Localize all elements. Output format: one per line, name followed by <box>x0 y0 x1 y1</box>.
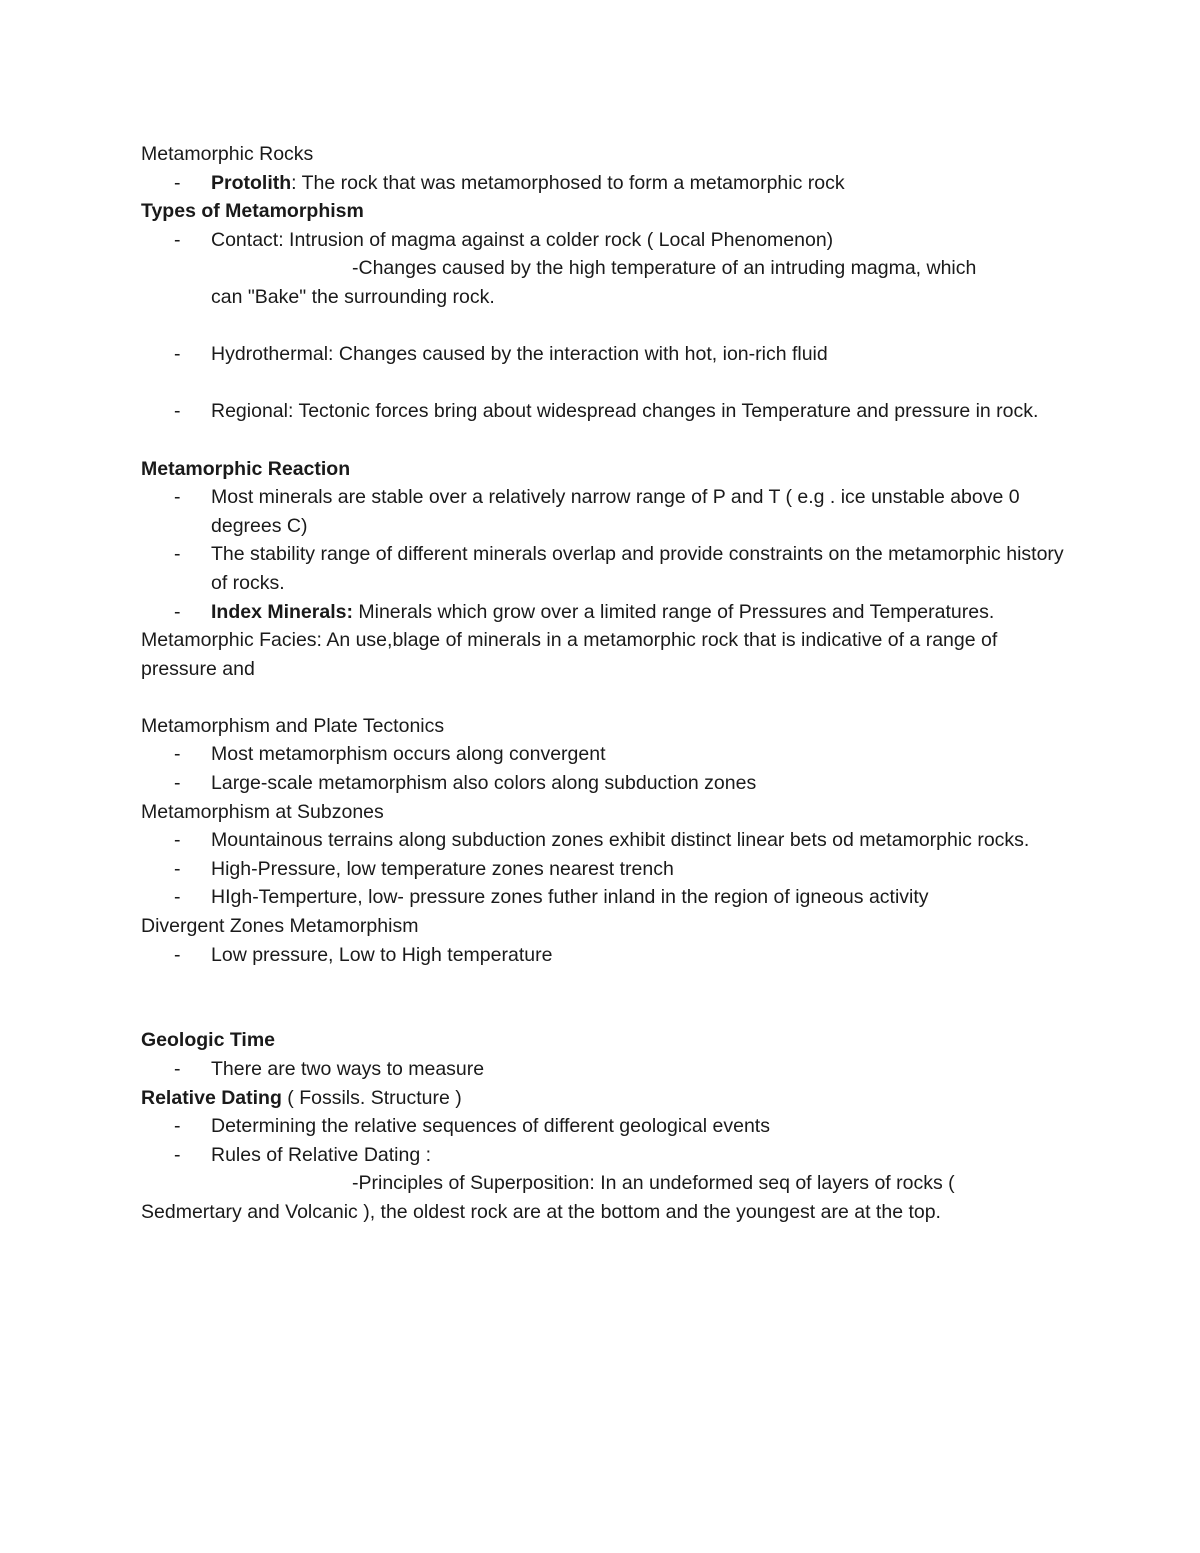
superposition-line-2: Sedmertary and Volcanic ), the oldest rock are at the bottom and the youngest are at the top. <box>141 1200 941 1223</box>
term-index-minerals: Index Minerals: <box>211 600 353 623</box>
reaction-item-1-text: Most minerals are stable over a relatively narrow range of P and T ( e.g . ice unstable above 0 degrees C) <box>211 486 1020 537</box>
bullet-dash: - <box>174 1058 181 1080</box>
protolith-definition: : The rock that was metamorphosed to form a metamorphic rock <box>291 171 845 194</box>
bullet-dash: - <box>174 543 181 566</box>
index-minerals-definition: Minerals which grow over a limited range of Pressures and Temperatures. <box>352 600 995 623</box>
section-title-metamorphic-rocks: Metamorphic Rocks <box>141 143 314 165</box>
bullet-dash: - <box>174 600 181 623</box>
document-page <box>141 140 1071 1227</box>
plate-item-1-text: Most metamorphism occurs along convergent <box>211 743 606 766</box>
list-item-subzones-3 <box>141 883 1071 912</box>
list-item-reaction-1 <box>141 483 1071 540</box>
section-title-geologic-time: Geologic Time <box>141 1029 276 1052</box>
bullet-dash: - <box>174 400 181 423</box>
subzones-item-3-text: HIgh-Temperture, low- pressure zones futher inland in the region of igneous activity <box>211 886 929 909</box>
facies-paragraph: Metamorphic Facies: An use,blage of minerals in a metamorphic rock that is indicative of a range of pressure and <box>141 629 998 680</box>
bullet-dash: - <box>174 772 181 795</box>
list-item-plate-2 <box>141 769 1071 798</box>
spacer <box>141 312 1071 341</box>
term-protolith: Protolith <box>211 171 292 194</box>
contact-sub-text: -Changes caused by the high temperature of an intruding magma, which <box>352 257 977 280</box>
bullet-dash: - <box>174 886 181 909</box>
geologic-item-2-text: Determining the relative sequences of different geological events <box>211 1115 770 1138</box>
superposition-line-1: -Principles of Superposition: In an undeformed seq of layers of rocks ( <box>352 1172 955 1195</box>
list-item-subzones-1 <box>141 826 1071 855</box>
contact-sub-line <box>141 254 1071 283</box>
section-title-subzones: Metamorphism at Subzones <box>141 800 384 823</box>
relative-dating-rest: ( Fossils. Structure ) <box>281 1086 462 1109</box>
list-item-plate-1 <box>141 740 1071 769</box>
regional-text: Regional: Tectonic forces bring about widespread changes in Temperature and pressure in rock. <box>211 400 1039 423</box>
section-title-divergent: Divergent Zones Metamorphism <box>141 915 419 938</box>
geologic-item-3-text: Rules of Relative Dating : <box>211 1143 432 1166</box>
list-item-geologic-3 <box>141 1141 1071 1170</box>
bullet-dash: - <box>174 857 181 880</box>
bullet-dash: - <box>174 343 181 366</box>
term-relative-dating: Relative Dating <box>141 1086 282 1109</box>
plate-item-2-text: Large-scale metamorphism also colors along subduction zones <box>211 772 757 795</box>
divergent-item-1-text: Low pressure, Low to High temperature <box>211 943 553 966</box>
list-item-divergent-1 <box>141 941 1071 970</box>
list-item-index-minerals <box>141 598 1071 627</box>
list-item-subzones-2 <box>141 855 1071 884</box>
bullet-dash: - <box>174 943 181 966</box>
contact-sub-wrap: can "Bake" the surrounding rock. <box>211 285 495 308</box>
hydrothermal-text: Hydrothermal: Changes caused by the interaction with hot, ion-rich fluid <box>211 343 828 366</box>
bullet-dash: - <box>174 1115 181 1138</box>
geologic-item-1-text: There are two ways to measure <box>211 1058 485 1080</box>
list-item-geologic-2 <box>141 1112 1071 1141</box>
list-item-protolith <box>141 169 1071 198</box>
section-title-types: Types of Metamorphism <box>141 200 364 223</box>
list-item-reaction-2 <box>141 540 1071 597</box>
list-item-contact <box>141 226 1071 255</box>
spacer <box>141 369 1071 398</box>
list-item-hydrothermal <box>141 340 1071 369</box>
bullet-dash: - <box>174 829 181 852</box>
contact-text: Contact: Intrusion of magma against a colder rock ( Local Phenomenon) <box>211 228 834 251</box>
subzones-item-2-text: High-Pressure, low temperature zones nearest trench <box>211 857 674 880</box>
spacer <box>141 998 1071 1027</box>
list-item-geologic-1 <box>141 1055 1071 1084</box>
relative-dating-heading <box>141 1084 1071 1113</box>
bullet-dash: - <box>174 743 181 766</box>
bullet-dash: - <box>174 228 181 251</box>
list-item-regional <box>141 397 1071 426</box>
reaction-item-2-text: The stability range of different minerals overlap and provide constraints on the metamorphic history of rocks. <box>211 543 1064 594</box>
bullet-dash: - <box>174 486 181 509</box>
bullet-dash: - <box>174 1143 181 1166</box>
section-title-plate-tectonics: Metamorphism and Plate Tectonics <box>141 714 445 737</box>
section-title-reaction: Metamorphic Reaction <box>141 457 351 480</box>
spacer <box>141 683 1071 712</box>
subzones-item-1-text: Mountainous terrains along subduction zones exhibit distinct linear bets od metamorphic rocks. <box>211 829 1030 852</box>
spacer <box>141 426 1071 455</box>
bullet-dash: - <box>174 171 181 194</box>
spacer <box>141 969 1071 998</box>
